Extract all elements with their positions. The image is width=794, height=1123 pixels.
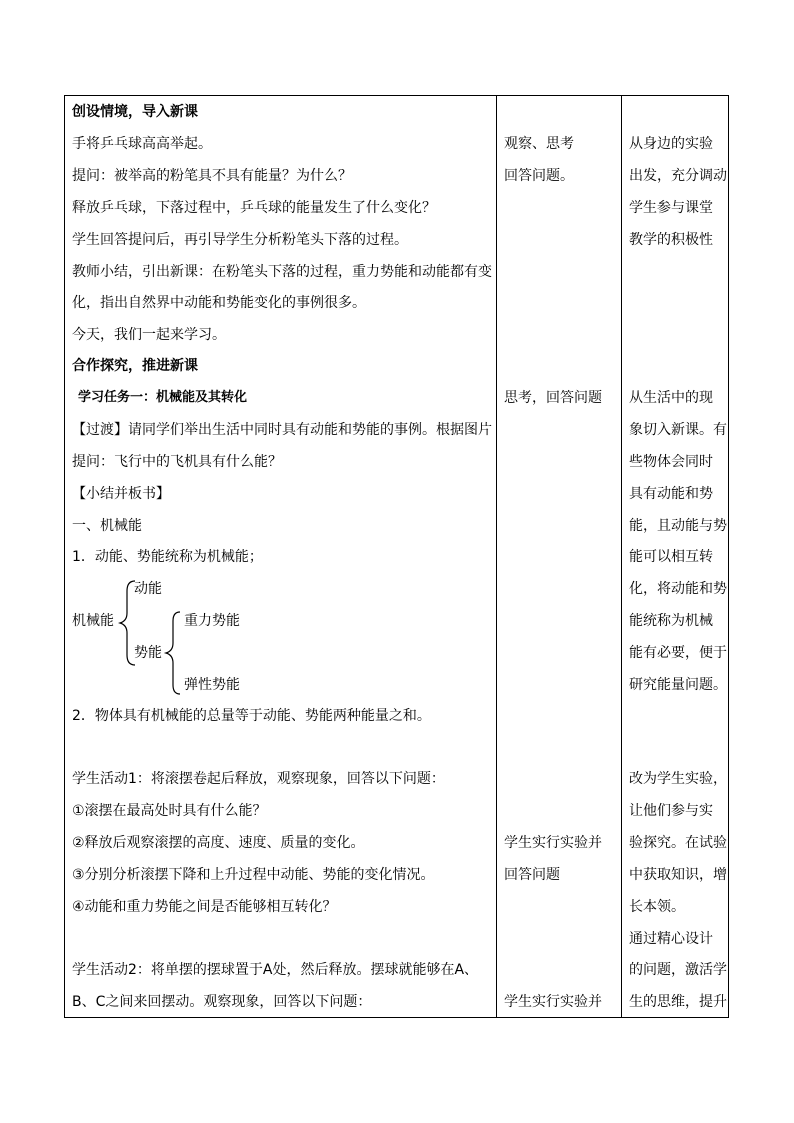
paragraph: 化，指出自然界中动能和势能变化的事例很多。 (72, 295, 366, 311)
column-divider-2 (621, 96, 622, 1017)
design-intent: 能可以相互转 (629, 549, 713, 565)
activity-title: 学生活动2：将单摆的摆球置于A处，然后释放。摆球就能够在A、 (72, 962, 479, 978)
design-intent: 中获取知识，增 (629, 867, 727, 883)
design-intent: 研究能量问题。 (629, 677, 727, 693)
task-title: 学习任务一：机械能及其转化 (78, 390, 248, 405)
tree-root-label: 机械能 (72, 613, 114, 629)
section-title-explore: 合作探究，推进新课 (72, 358, 198, 374)
paragraph: B、C之间来回摆动。观察现象，回答以下问题： (72, 994, 372, 1010)
design-intent: 的问题，激活学 (629, 962, 727, 978)
design-intent: 长本领。 (629, 899, 685, 915)
paragraph: 教师小结，引出新课：在粉笔头下落的过程，重力势能和动能都有变 (72, 264, 492, 280)
design-intent: 通过精心设计 (629, 931, 713, 947)
design-intent: 化，将动能和势 (629, 581, 727, 597)
tree-elastic-label: 弹性势能 (184, 677, 240, 693)
section-title-intro: 创设情境，导入新课 (72, 104, 198, 120)
design-intent: 能，且动能与势 (629, 518, 727, 534)
list-item: 2．物体具有机械能的总量等于动能、势能两种能量之和。 (72, 708, 431, 724)
student-activity: 学生实行实验并 (504, 994, 602, 1010)
design-intent: 出发，充分调动 (629, 168, 727, 184)
column-divider-1 (496, 96, 497, 1017)
design-intent: 教学的积极性 (629, 232, 713, 248)
student-activity: 学生实行实验并 (504, 835, 602, 851)
student-activity: 观察、思考 (504, 136, 574, 152)
paragraph: 【过渡】请同学们举出生活中同时具有动能和势能的事例。根据图片 (72, 422, 492, 438)
design-intent: 学生参与课堂 (629, 200, 713, 216)
design-intent: 象切入新课。有 (629, 422, 727, 438)
list-item: 1．动能、势能统称为机械能； (72, 549, 263, 565)
heading-mechanical-energy: 一、机械能 (72, 518, 142, 534)
design-intent: 具有动能和势 (629, 486, 713, 502)
activity-title: 学生活动1：将滚摆卷起后释放，观察现象，回答以下问题： (72, 771, 445, 787)
design-intent: 让他们参与实 (629, 803, 713, 819)
student-activity: 回答问题 (504, 867, 560, 883)
student-activity: 思考，回答问题 (504, 390, 602, 406)
design-intent: 生的思维，提升 (629, 994, 727, 1010)
design-intent: 改为学生实验， (629, 771, 727, 787)
paragraph: 学生回答提问后，再引导学生分析粉笔头下落的过程。 (72, 232, 408, 248)
activity-question: ①滚摆在最高处时具有什么能？ (72, 803, 267, 819)
paragraph: 手将乒乓球高高举起。 (72, 136, 212, 152)
design-intent: 从生活中的现 (629, 390, 713, 406)
paragraph: 提问：飞行中的飞机具有什么能？ (72, 454, 282, 470)
activity-question: ③分别分析滚摆下降和上升过程中动能、势能的变化情况。 (72, 867, 435, 883)
paragraph: 释放乒乓球，下落过程中，乒乓球的能量发生了什么变化？ (72, 200, 436, 216)
activity-question: ④动能和重力势能之间是否能够相互转化？ (72, 899, 337, 915)
paragraph: 提问：被举高的粉笔具不具有能量？为什么？ (72, 168, 352, 184)
summary-label: 【小结并板书】 (72, 486, 170, 502)
activity-question: ②释放后观察滚摆的高度、速度、质量的变化。 (72, 835, 365, 851)
paragraph: 今天，我们一起来学习。 (72, 327, 226, 343)
design-intent: 些物体会同时 (629, 454, 713, 470)
student-activity: 回答问题。 (504, 168, 574, 184)
brace-icon (163, 610, 183, 696)
tree-gravity-label: 重力势能 (184, 613, 240, 629)
design-intent: 从身边的实验 (629, 136, 713, 152)
design-intent: 能统称为机械 (629, 613, 713, 629)
design-intent: 验探究。在试验 (629, 835, 727, 851)
design-intent: 能有必要，便于 (629, 645, 727, 661)
tree-potential-label: 势能 (134, 645, 162, 661)
tree-kinetic-label: 动能 (134, 581, 162, 597)
